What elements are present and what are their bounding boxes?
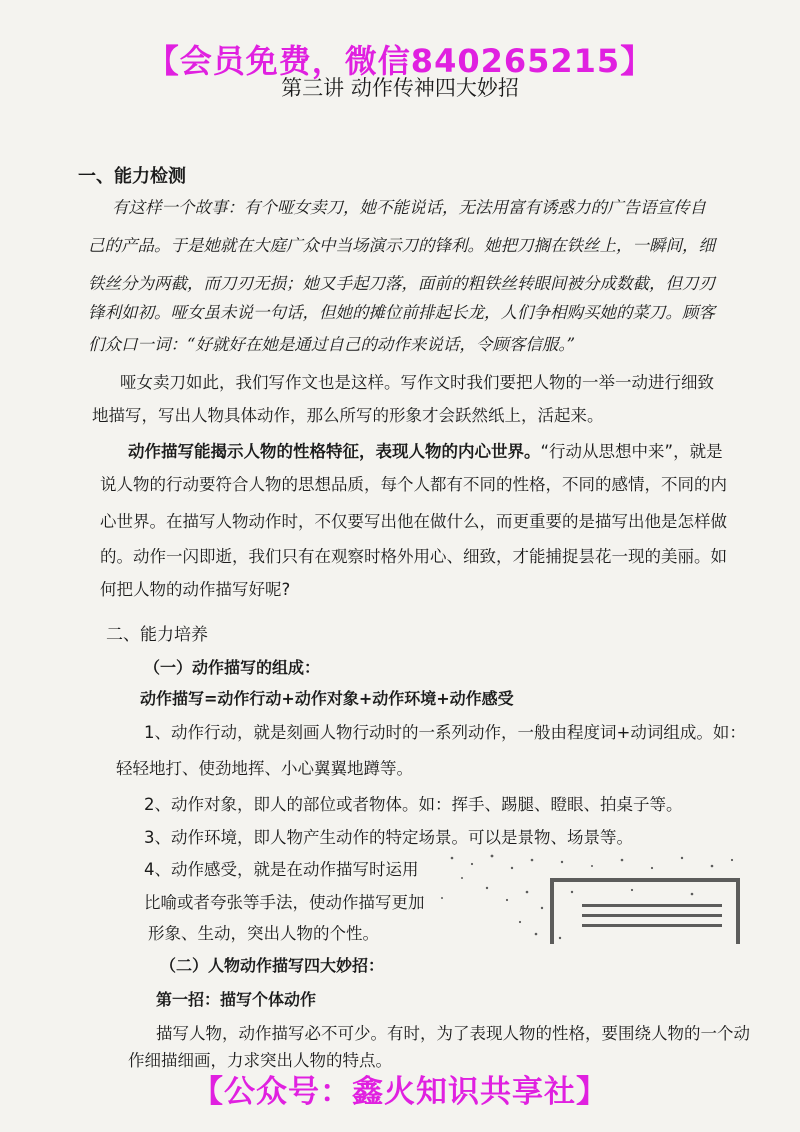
story-line: 有这样一个故事：有个哑女卖刀，她不能说话，无法用富有诱惑力的广告语宣传自 xyxy=(112,198,706,217)
move-1-title: 第一招：描写个体动作 xyxy=(156,990,317,1009)
key-point-rest: “行动从思想中来”，就是 xyxy=(540,442,723,461)
item-1-line: 轻轻地打、使劲地挥、小心翼翼地蹲等。 xyxy=(116,759,413,778)
story-line: 锋利如初。哑女虽未说一句话，但她的摊位前排起长龙，人们争相购买她的菜刀。顾客 xyxy=(88,303,715,322)
scan-stamp-artifact xyxy=(432,848,750,948)
story-line: 们众口一词：“好就好在她是通过自己的动作来说话，令顾客信服。” xyxy=(88,335,576,354)
key-point-bold: 动作描写能揭示人物的性格特征，表现人物的内心世界。 xyxy=(128,442,541,461)
paragraph-line: 说人物的行动要符合人物的思想品质，每个人都有不同的性格，不同的感情，不同的内 xyxy=(100,475,727,494)
section1-heading: 一、能力检测 xyxy=(78,166,186,187)
promo-banner-top: 【会员免费，微信840265215】 xyxy=(146,42,654,80)
key-point-line xyxy=(128,438,723,462)
subheading-composition: （一）动作描写的组成： xyxy=(144,658,321,677)
story-line: 铁丝分为两截，而刀刃无损；她又手起刀落，面前的粗铁丝转眼间被分成数截，但刀刃 xyxy=(88,274,715,293)
paragraph-line: 地描写，写出人物具体动作，那么所写的形象才会跃然纸上，活起来。 xyxy=(92,406,604,425)
paragraph-line: 心世界。在描写人物动作时，不仅要写出他在做什么，而更重要的是描写出他是怎样做 xyxy=(100,512,727,531)
item-4-line: 比喻或者夸张等手法，使动作描写更加 xyxy=(144,893,425,912)
subheading-four-moves: （二）人物动作描写四大妙招： xyxy=(160,956,385,975)
item-4-line: 4、动作感受，就是在动作描写时运用 xyxy=(144,860,419,879)
section2-heading: 二、能力培养 xyxy=(106,625,208,645)
move-1-line: 作细描细画，力求突出人物的特点。 xyxy=(128,1051,392,1070)
promo-banner-bottom: 【公众号：鑫火知识共享社】 xyxy=(192,1074,608,1110)
paragraph-line: 的。动作一闪即逝，我们只有在观察时格外用心、细致，才能捕捉昙花一现的美丽。如 xyxy=(100,547,727,566)
paragraph-line: 何把人物的动作描写好呢? xyxy=(100,580,291,599)
move-1-line: 描写人物，动作描写必不可少。有时，为了表现人物的性格，要围绕人物的一个动 xyxy=(156,1024,750,1043)
story-line: 己的产品。于是她就在大庭广众中当场演示刀的锋利。她把刀搁在铁丝上，一瞬间，细 xyxy=(88,236,715,255)
formula: 动作描写=动作行动+动作对象+动作环境+动作感受 xyxy=(140,689,514,708)
lesson-title: 第三讲 动作传神四大妙招 xyxy=(281,76,519,100)
item-2: 2、动作对象，即人的部位或者物体。如：挥手、踢腿、瞪眼、拍桌子等。 xyxy=(144,795,683,814)
item-3: 3、动作环境，即人物产生动作的特定场景。可以是景物、场景等。 xyxy=(144,828,633,847)
paragraph-line: 哑女卖刀如此，我们写作文也是这样。写作文时我们要把人物的一举一动进行细致 xyxy=(120,373,714,392)
item-1-line: 1、动作行动，就是刻画人物行动时的一系列动作，一般由程度词+动词组成。如： xyxy=(144,723,746,742)
item-4-line: 形象、生动，突出人物的个性。 xyxy=(148,924,379,943)
